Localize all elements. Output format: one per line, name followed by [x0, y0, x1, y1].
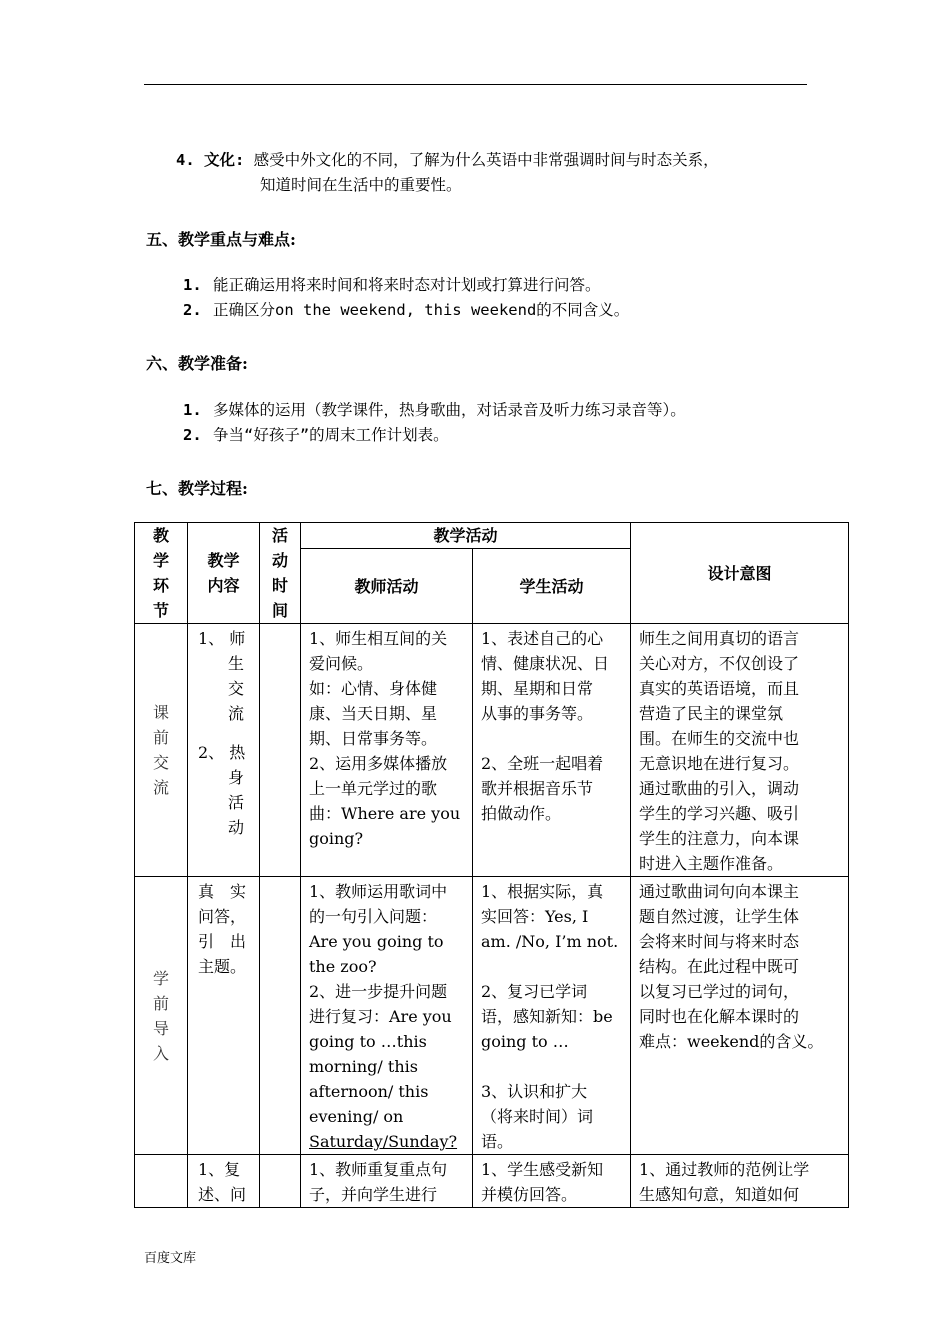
section-6-list	[183, 398, 686, 448]
student-cell: 1、学生感受新知 并模仿回答。	[473, 1155, 631, 1208]
table-row	[135, 877, 849, 1155]
student-cell: 1、表述自己的心 情、健康状况、日 期、星期和日常 从事的事务等。 2、全班一起唱着 歌并根据音乐节 拍做动作。	[473, 624, 631, 877]
header-student: 学生活动	[473, 549, 631, 624]
intent-cell: 师生之间用真切的语言 关心对方，不仅创设了 真实的英语语境，而且 营造了民主的课堂氛 围。在师生的交流中也 无意识地在进行复习。 通过歌曲的引入，调动 学生的学习兴趣、吸引 学生的注意力，向本课 时进入主题作准备。	[631, 624, 849, 877]
time-cell	[260, 877, 301, 1155]
list-item: 1. 能正确运用将来时间和将来时态对计划或打算进行问答。	[183, 276, 601, 294]
stage-cell: 课 前 交 流	[135, 624, 188, 877]
section-5-heading: 五、教学重点与难点:	[146, 230, 296, 249]
teaching-process-table	[134, 522, 849, 1208]
content-cell: 1、复 述、问	[188, 1155, 260, 1208]
table-row	[135, 1155, 849, 1208]
content-cell: 1、 师 生 交 流 2、 热 身 活 动	[188, 624, 260, 877]
header-time: 活 动 时 间	[260, 523, 301, 624]
footer-text: 百度文库	[144, 1251, 197, 1266]
section-7-heading: 七、教学过程:	[146, 479, 248, 498]
list-item: 2. 争当“好孩子”的周末工作计划表。	[183, 426, 449, 444]
section-4-line-1: 感受中外文化的不同，了解为什么英语中非常强调时间与时态关系，	[253, 151, 719, 169]
table-row	[135, 624, 849, 877]
time-cell	[260, 1155, 301, 1208]
stage-cell	[135, 1155, 188, 1208]
section-5-list	[183, 273, 629, 323]
header-content: 教学 内容	[188, 523, 260, 624]
header-intent: 设计意图	[631, 523, 849, 624]
teacher-cell: 1、师生相互间的关 爱问候。 如：心情、身体健 康、当天日期、星 期、日常事务等。 2、运用多媒体播放 上一单元学过的歌 曲：Where are you going?	[301, 624, 473, 877]
header-activity: 教学活动	[301, 523, 631, 549]
section-6-heading: 六、教学准备:	[146, 354, 248, 373]
header-stage: 教 学 环 节	[135, 523, 188, 624]
section-4	[176, 148, 719, 198]
stage-cell: 学 前 导 入	[135, 877, 188, 1155]
student-cell: 1、根据实际，真 实回答：Yes, I am. /No, I’m not. 2、复习已学词 语，感知新知：be going to … 3、认识和扩大 （将来时间）词 语。	[473, 877, 631, 1155]
list-item: 2. 正确区分on the weekend, this weekend的不同含义。	[183, 301, 630, 319]
time-cell	[260, 624, 301, 877]
teacher-cell: 1、教师重复重点句 子，并向学生进行	[301, 1155, 473, 1208]
list-item: 1. 多媒体的运用（教学课件，热身歌曲，对话录音及听力练习录音等）。	[183, 401, 686, 419]
header-rule	[144, 84, 807, 85]
teacher-cell: 1、教师运用歌词中 的一句引入问题： Are you going to the zoo? 2、进一步提升问题 进行复习：Are you going to …this morning/ this afternoon/ this evening/ on Saturday/Sunday?	[301, 877, 473, 1155]
section-4-label: 4. 文化:	[176, 151, 245, 169]
header-teacher: 教师活动	[301, 549, 473, 624]
content-cell: 真 实 问答， 引 出 主题。	[188, 877, 260, 1155]
intent-cell: 通过歌曲词句向本课主 题自然过渡，让学生体 会将来时间与将来时态 结构。在此过程中既可 以复习已学过的词句， 同时也在化解本课时的 难点：weekend的含义。	[631, 877, 849, 1155]
section-4-line-2: 知道时间在生活中的重要性。	[260, 176, 462, 194]
underlined-text: Saturday/Sunday?	[309, 1132, 458, 1151]
intent-cell: 1、通过教师的范例让学 生感知句意，知道如何	[631, 1155, 849, 1208]
